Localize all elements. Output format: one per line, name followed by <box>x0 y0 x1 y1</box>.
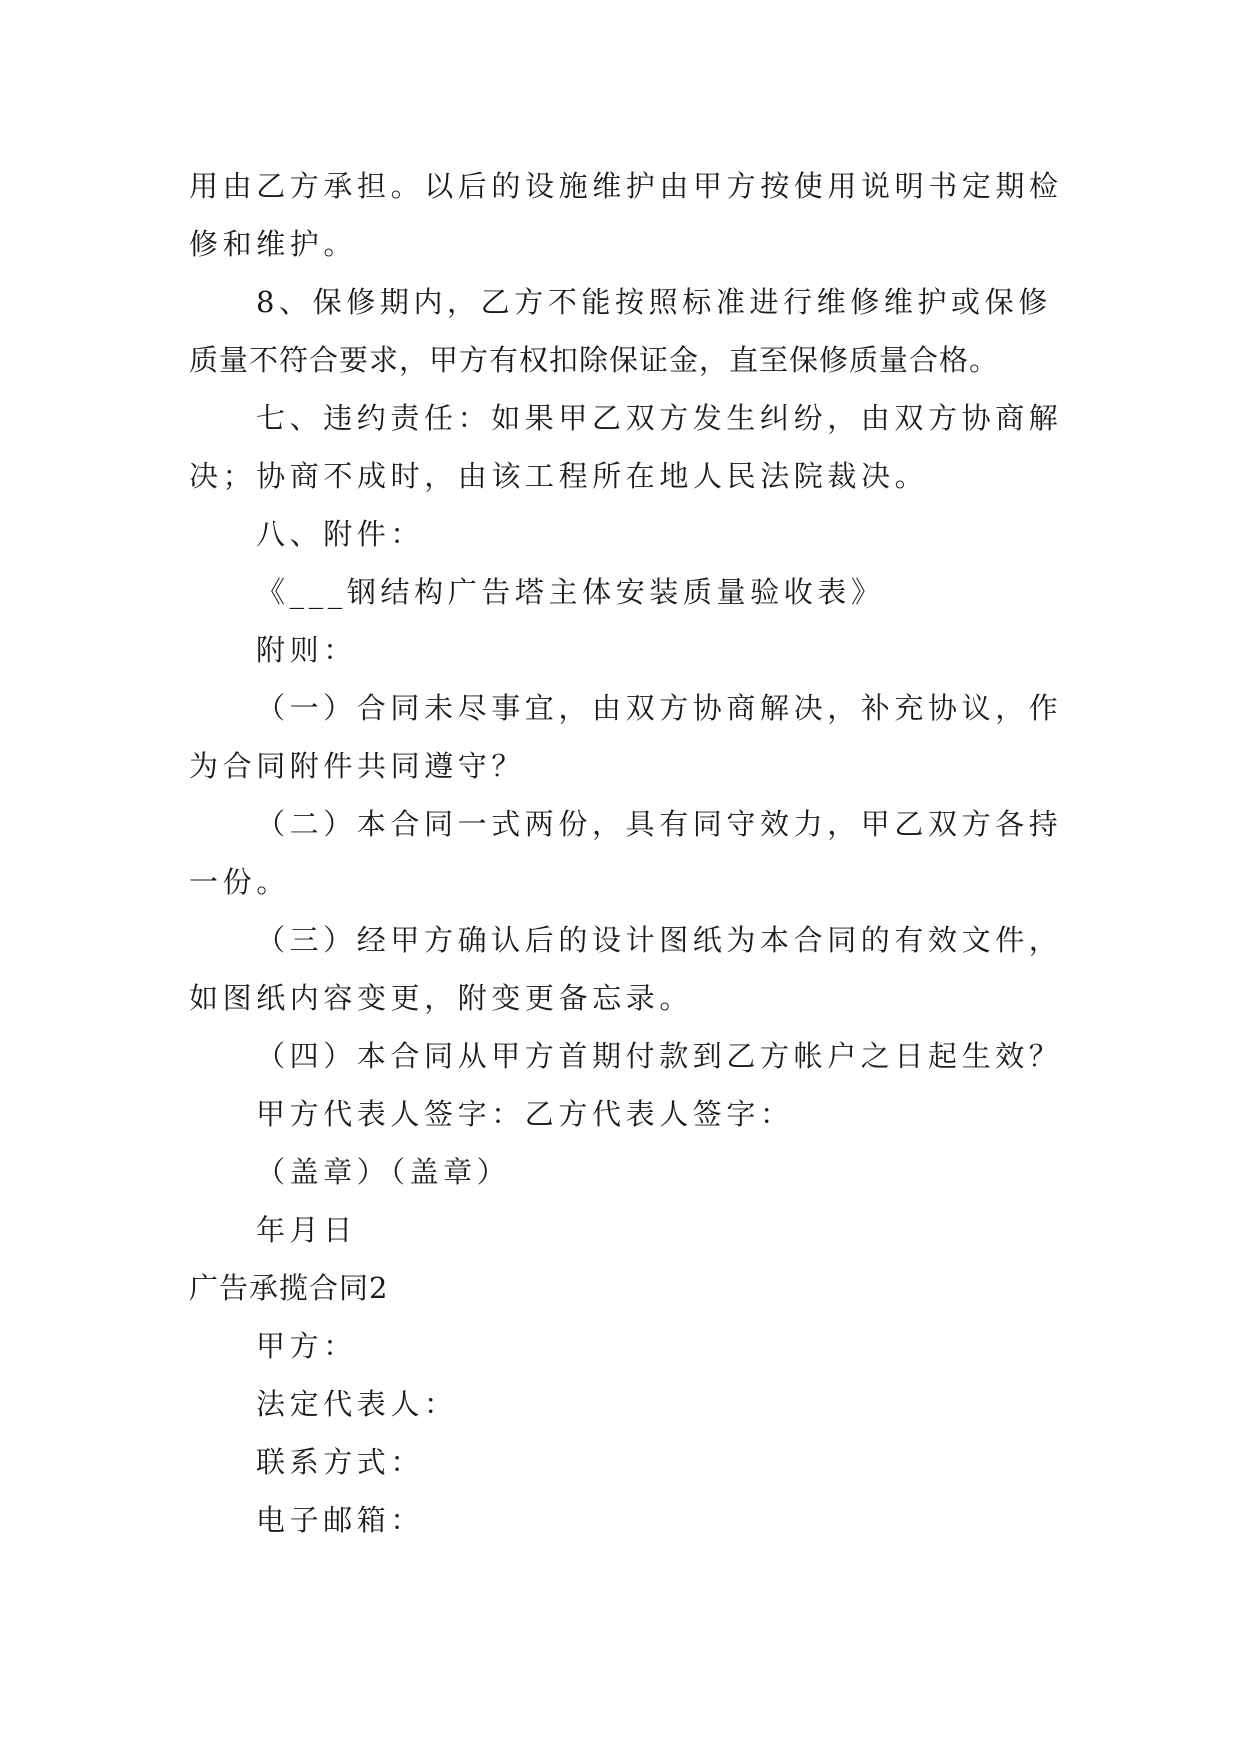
party-a-line: 甲方： <box>256 1329 357 1363</box>
legal-representative-line: 法定代表人： <box>256 1387 458 1421</box>
section-8-heading: 八、附件： <box>256 517 425 551</box>
body-line: 质量不符合要求，甲方有权扣除保证金，直至保修质量合格。 <box>189 343 1000 377</box>
signature-line: 甲方代表人签字：乙方代表人签字： <box>256 1097 794 1131</box>
attachment-title: 《___钢结构广告塔主体安装质量验收表》 <box>256 575 885 609</box>
email-line: 电子邮箱： <box>256 1503 425 1537</box>
body-line: 为合同附件共同遵守？ <box>189 749 526 783</box>
body-line: 用由乙方承担。以后的设施维护由甲方按使用说明书定期检 <box>189 169 1063 203</box>
supplementary-heading: 附则： <box>256 633 357 667</box>
body-line: 一份。 <box>189 865 290 899</box>
date-line: 年月日 <box>256 1213 357 1247</box>
supplementary-item-4: （四）本合同从甲方首期付款到乙方帐户之日起生效？ <box>256 1039 1063 1073</box>
supplementary-item-1: （一）合同未尽事宜，由双方协商解决，补充协议，作 <box>256 691 1063 725</box>
supplementary-item-3: （三）经甲方确认后的设计图纸为本合同的有效文件， <box>256 923 1063 957</box>
contract-title: 广告承揽合同2 <box>189 1271 389 1305</box>
body-line: 如图纸内容变更，附变更备忘录。 <box>189 981 694 1015</box>
clause-8-line: 8、保修期内，乙方不能按照标准进行维修维护或保修 <box>256 285 1052 319</box>
seal-line: （盖章）（盖章） <box>256 1155 511 1189</box>
section-7-heading-line: 七、违约责任：如果甲乙双方发生纠纷，由双方协商解 <box>256 401 1063 435</box>
supplementary-item-2: （二）本合同一式两份，具有同守效力，甲乙双方各持 <box>256 807 1063 841</box>
body-line: 修和维护。 <box>189 227 358 261</box>
contact-line: 联系方式： <box>256 1445 425 1479</box>
body-line: 决；协商不成时，由该工程所在地人民法院裁决。 <box>189 459 929 493</box>
